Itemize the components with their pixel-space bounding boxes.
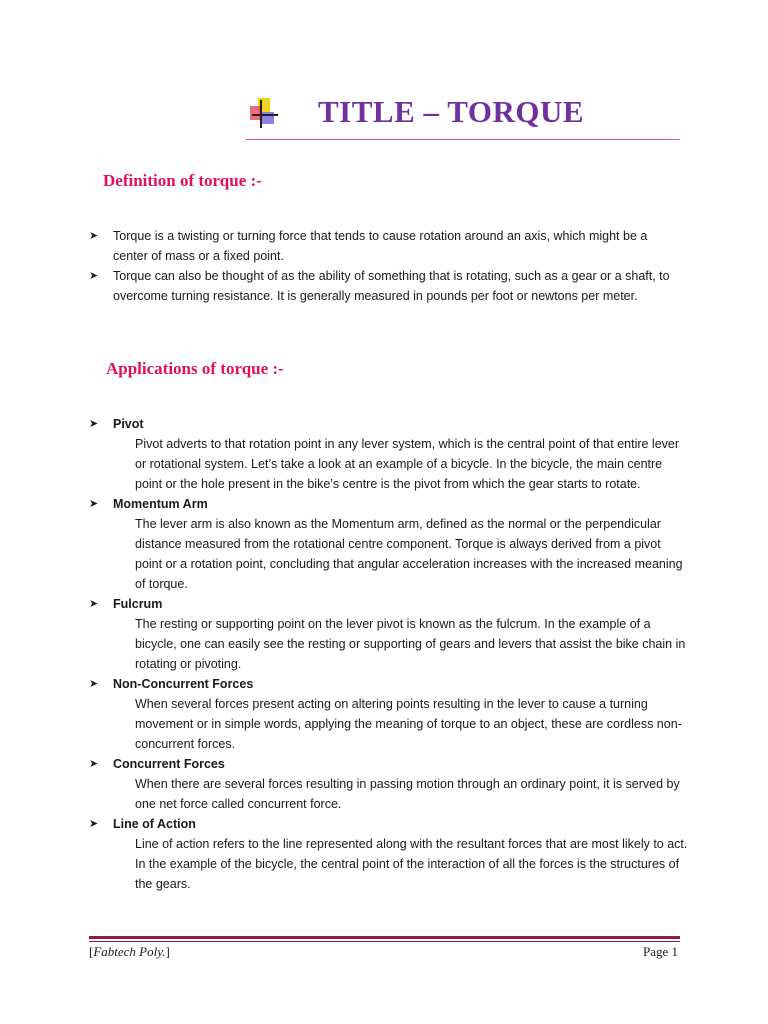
- application-item: [89, 494, 689, 594]
- footer-bracket-close: ]: [165, 944, 170, 959]
- footer-company-name: Fabtech Poly.: [93, 944, 166, 959]
- footer-bracket-open: [: [89, 944, 94, 959]
- arrow-bullet-icon: ➤: [89, 270, 99, 282]
- page-title: TITLE – TORQUE: [318, 94, 585, 129]
- application-term: Line of Action: [113, 817, 196, 831]
- definition-text: Torque is a twisting or turning force that tends to cause rotation around an axis, which might be a center of mass or a fixed point.: [113, 229, 648, 263]
- application-desc: When there are several forces resulting in passing motion through an ordinary point, it is served by one net force called concurrent force.: [135, 777, 680, 811]
- arrow-bullet-icon: ➤: [89, 498, 99, 510]
- application-desc: When several forces present acting on altering points resulting in the lever to cause a turning movement or in simple words, applying the meaning of torque to an object, these are cordless non-concurrent forces.: [135, 697, 682, 751]
- application-term: Fulcrum: [113, 597, 163, 611]
- applications-heading: Applications of torque :-: [106, 359, 284, 378]
- arrow-bullet-icon: ➤: [89, 230, 99, 242]
- arrow-bullet-icon: ➤: [89, 598, 99, 610]
- application-desc: The lever arm is also known as the Momentum arm, defined as the normal or the perpendicular distance measured from the rotational centre component. Torque is always derived from a pivot point or a rotation point, concluding that angular acceleration increases with the increased meaning of torque.: [135, 517, 683, 591]
- applications-list: [89, 414, 689, 894]
- footer-rule-thin: [89, 941, 680, 942]
- page-number: Page 1: [642, 944, 678, 959]
- footer-company: [89, 944, 170, 960]
- arrow-bullet-icon: ➤: [89, 818, 99, 830]
- application-item: [89, 814, 689, 894]
- application-item: [89, 754, 689, 814]
- application-item: [89, 674, 689, 754]
- application-item: [89, 594, 689, 674]
- definition-heading: Definition of torque :-: [103, 171, 262, 190]
- definition-text: Torque can also be thought of as the ability of something that is rotating, such as a gear or a shaft, to overcome turning resistance. It is generally measured in pounds per foot or newtons per meter.: [113, 269, 670, 303]
- title-block: [246, 92, 680, 140]
- arrow-bullet-icon: ➤: [89, 758, 99, 770]
- definition-list: [89, 226, 679, 306]
- arrow-bullet-icon: ➤: [89, 418, 99, 430]
- arrow-bullet-icon: ➤: [89, 678, 99, 690]
- application-term: Concurrent Forces: [113, 757, 225, 771]
- colored-squares-icon: [246, 96, 280, 130]
- application-term: Non-Concurrent Forces: [113, 677, 254, 691]
- application-desc: Pivot adverts to that rotation point in any lever system, which is the central point of that entire lever or rotational system. Let’s take a look at an example of a bicycle. In the bicycle, the main centre point or the hole present in the bike’s centre is the pivot from which the gear starts to rotate.: [135, 437, 680, 491]
- footer-rule: [89, 936, 680, 939]
- application-item: [89, 414, 689, 494]
- definition-bullet: [89, 266, 679, 306]
- application-term: Momentum Arm: [113, 497, 208, 511]
- application-term: Pivot: [113, 417, 144, 431]
- definition-bullet: [89, 226, 679, 266]
- application-desc: The resting or supporting point on the lever pivot is known as the fulcrum. In the example of a bicycle, one can easily see the resting or supporting of gears and levers that assist the bike chain in rotating or pivoting.: [135, 617, 686, 671]
- application-desc: Line of action refers to the line represented along with the resultant forces that are most likely to act. In the example of the bicycle, the central point of the interaction of all the forces is the structures of the gears.: [135, 837, 688, 891]
